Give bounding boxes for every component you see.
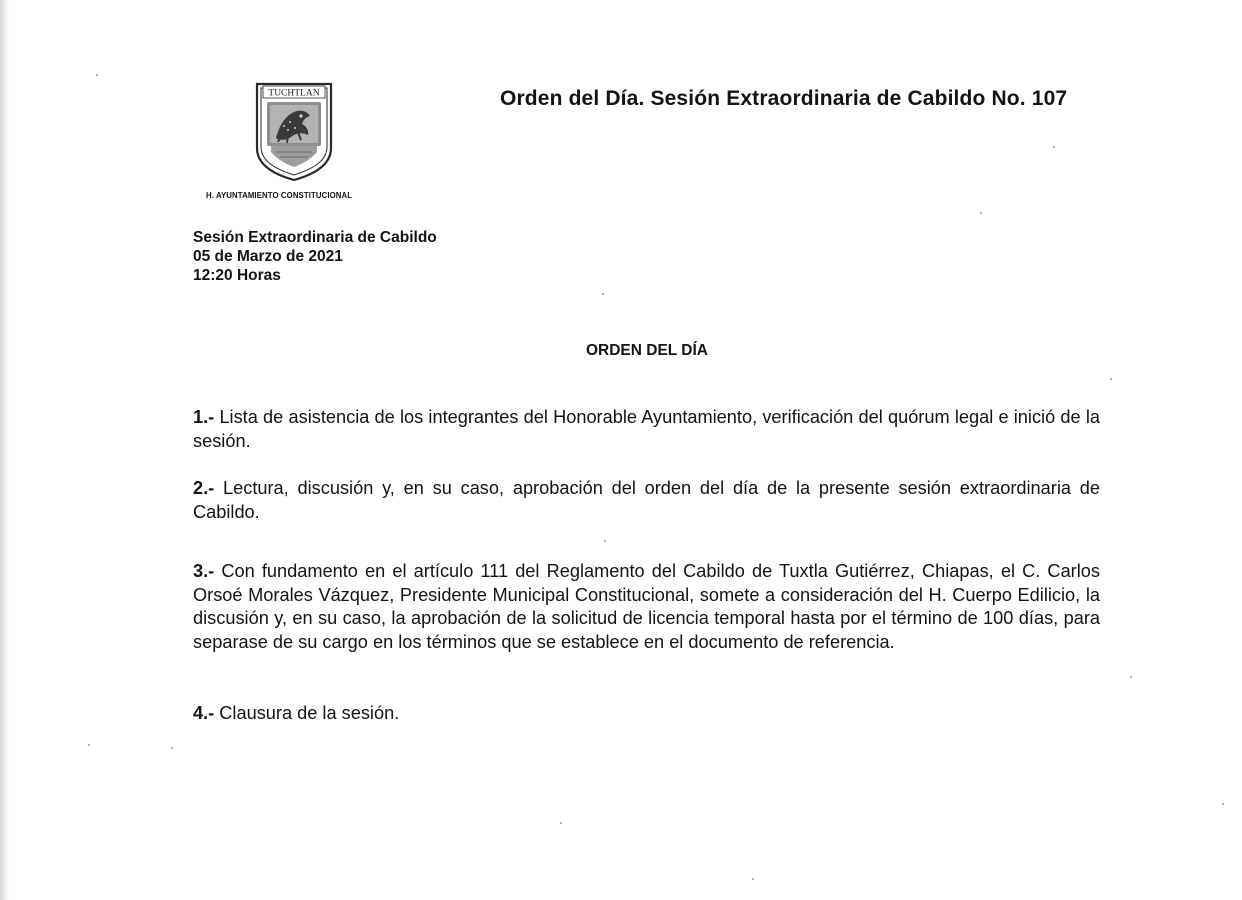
agenda-heading: ORDEN DEL DÍA — [585, 342, 708, 359]
agenda-item-number: 2.- — [193, 478, 215, 498]
agenda-item — [193, 702, 1100, 726]
scan-speck — [88, 744, 90, 746]
agenda-item — [193, 477, 1100, 524]
session-type: Sesión Extraordinaria de Cabildo — [193, 229, 437, 246]
scan-speck — [604, 540, 606, 542]
document-title: Orden del Día. Sesión Extraordinaria de Cabildo No. 107 — [500, 87, 1068, 110]
agenda-item-number: 4.- — [193, 703, 215, 723]
scan-speck — [752, 878, 754, 880]
page-edge-shadow — [0, 0, 9, 900]
municipal-seal-logo — [254, 82, 334, 182]
scan-speck — [1222, 803, 1224, 805]
svg-text:TUCHTLAN: TUCHTLAN — [268, 88, 320, 99]
scan-speck — [1053, 146, 1055, 148]
agenda-item-number: 1.- — [193, 407, 215, 427]
scan-speck — [560, 822, 562, 824]
agenda-item-text: Lectura, discusión y, en su caso, aprobación del orden del día de la presente sesión extraordinaria de Cabildo. — [193, 478, 1100, 522]
session-info — [193, 228, 437, 285]
agenda-item-number: 3.- — [193, 561, 215, 581]
agenda-item-text: Con fundamento en el artículo 111 del Reglamento del Cabildo de Tuxtla Gutiérrez, Chiapas, el C. Carlos Orsoé Morales Vázquez, Presidente Municipal Constitucional, somete a consideración del H. Cuerpo Edilicio, la discusión y, en su caso, la aprobación de la solicitud de licencia temporal hasta por el término de 100 días, para separase de su cargo en los términos que se establece en el documento de referencia. — [193, 561, 1100, 652]
agenda-item — [193, 560, 1100, 654]
agenda-item-text: Lista de asistencia de los integrantes del Honorable Ayuntamiento, verificación del quórum legal e inició de la sesión. — [193, 407, 1100, 451]
seal-caption: H. AYUNTAMIENTO CONSTITUCIONAL — [206, 190, 353, 200]
scan-speck — [1130, 676, 1132, 678]
scan-speck — [1110, 378, 1112, 380]
scan-speck — [602, 293, 604, 295]
scan-speck — [171, 747, 173, 749]
scan-speck — [96, 74, 98, 76]
agenda-item — [193, 406, 1100, 453]
agenda-item-text: Clausura de la sesión. — [219, 703, 400, 723]
session-date: 05 de Marzo de 2021 — [193, 248, 343, 265]
session-time: 12:20 Horas — [193, 267, 281, 284]
scan-speck — [980, 212, 982, 214]
